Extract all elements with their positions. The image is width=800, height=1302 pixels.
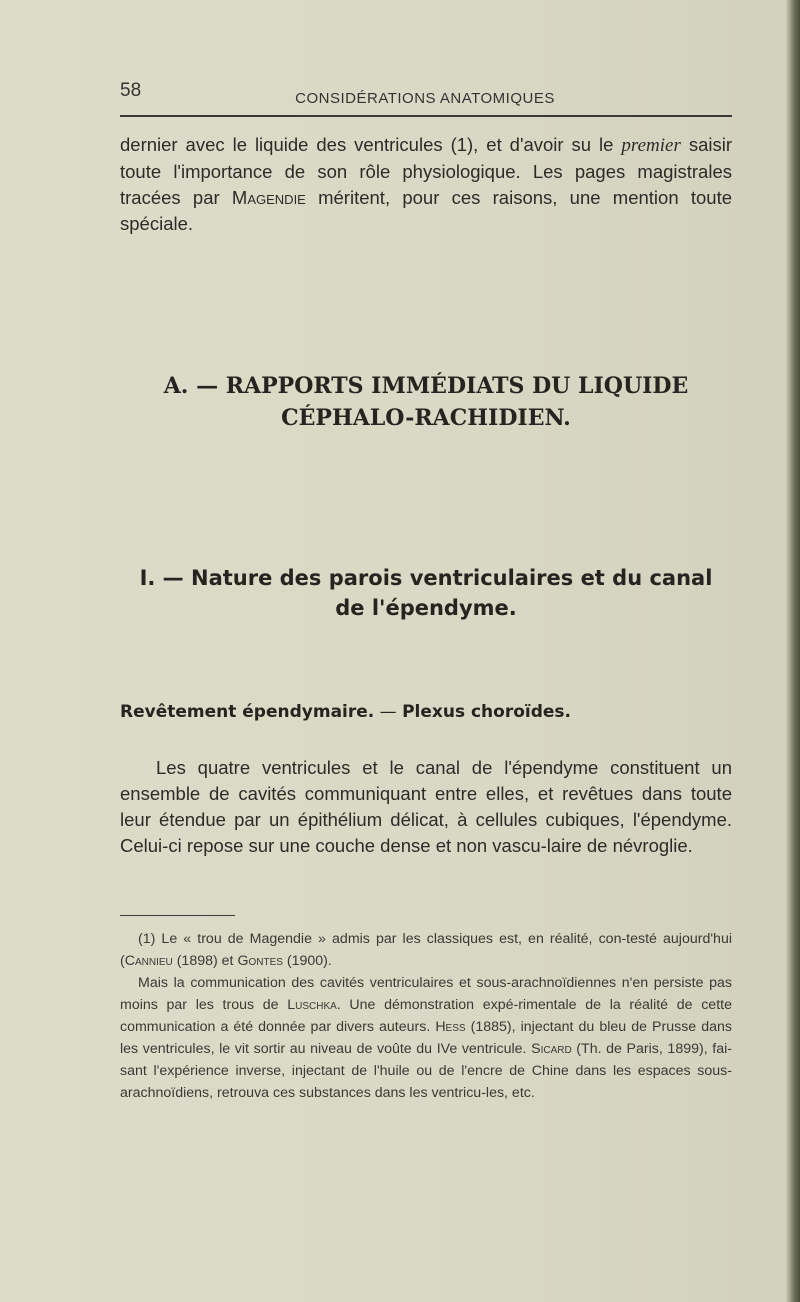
chapter-heading-line: de l'épendyme. (335, 596, 517, 620)
author-name: Luschka (287, 997, 337, 1013)
subheading-dash: — (374, 702, 403, 722)
page-edge-shadow (786, 0, 800, 1302)
section-heading-line: CÉPHALO-RACHIDIEN. (281, 405, 571, 431)
chapter-heading-line: I. — Nature des parois ventriculaires et du canal (139, 566, 713, 590)
section-heading (120, 370, 732, 434)
section-heading-line: A. — RAPPORTS IMMÉDIATS DU LIQUIDE (163, 373, 689, 399)
footnote-paragraph (120, 972, 732, 1104)
header-rule (120, 115, 732, 117)
intro-text: saisir toute l'importance de son rôle physiologique. Les pages magistrales tracées par (120, 134, 732, 208)
intro-paragraph (120, 132, 732, 237)
running-title: CONSIDÉRATIONS ANATOMIQUES (295, 90, 555, 107)
footnote-text: (1900). (282, 953, 332, 969)
footnote-text: (1898) et (172, 953, 238, 969)
intro-italic: premier (621, 135, 681, 156)
author-name: Magendie (231, 187, 306, 208)
author-name: Sicard (531, 1041, 572, 1057)
subheading-part: Revêtement épendymaire. (120, 702, 375, 722)
intro-text: dernier avec le liquide des ventricules (1), et d'avoir su le (120, 134, 622, 155)
footnote-rule (120, 915, 235, 916)
footnote-text: (1) Le « trou de Magendie » admis par les classiques est, en réalité, con-testé aujourd'hui ( (120, 931, 732, 969)
subheading (120, 702, 732, 722)
body-paragraph: Les quatre ventricules et le canal de l'épendyme constituent un ensemble de cavités communiquant entre elles, et revêtues dans toute leur étendue par un épithélium délicat, à cellules cubiques, l'épendyme. Celui-ci repose sur une couche dense et non vascu-laire de névroglie. (120, 757, 732, 856)
footnote-text: (1885), injectant du bleu de Prusse dans les ventricules, le vit sortir au niveau de voûte du IVe ventricule. (120, 1019, 732, 1057)
footnote-paragraph (120, 928, 732, 972)
footnote (120, 928, 732, 1104)
intro-text: méritent, pour ces raisons, une mention toute spéciale. (120, 187, 733, 234)
author-name: Gontes (237, 953, 283, 969)
page-number: 58 (120, 80, 142, 101)
footnote-text: Mais la communication des cavités ventriculaires et sous-arachnoïdiennes n'en persiste pas moins par les trous de (120, 975, 732, 1013)
subheading-part: Plexus choroïdes. (402, 702, 572, 722)
author-name: Cannieu (124, 953, 173, 969)
chapter-heading (120, 563, 732, 623)
footnote-text: (Th. de Paris, 1899), fai-sant l'expérience inverse, injectant de l'huile ou de l'encre de Chine dans les espaces sous-arachnoïdiens, retrouva ces substances dans les ventricu-les, etc. (120, 1041, 732, 1101)
author-name: Hess (435, 1019, 466, 1035)
footnote-text: . Une démonstration expé-rimentale de la réalité de cette communication a été donnée par divers auteurs. (120, 997, 732, 1035)
